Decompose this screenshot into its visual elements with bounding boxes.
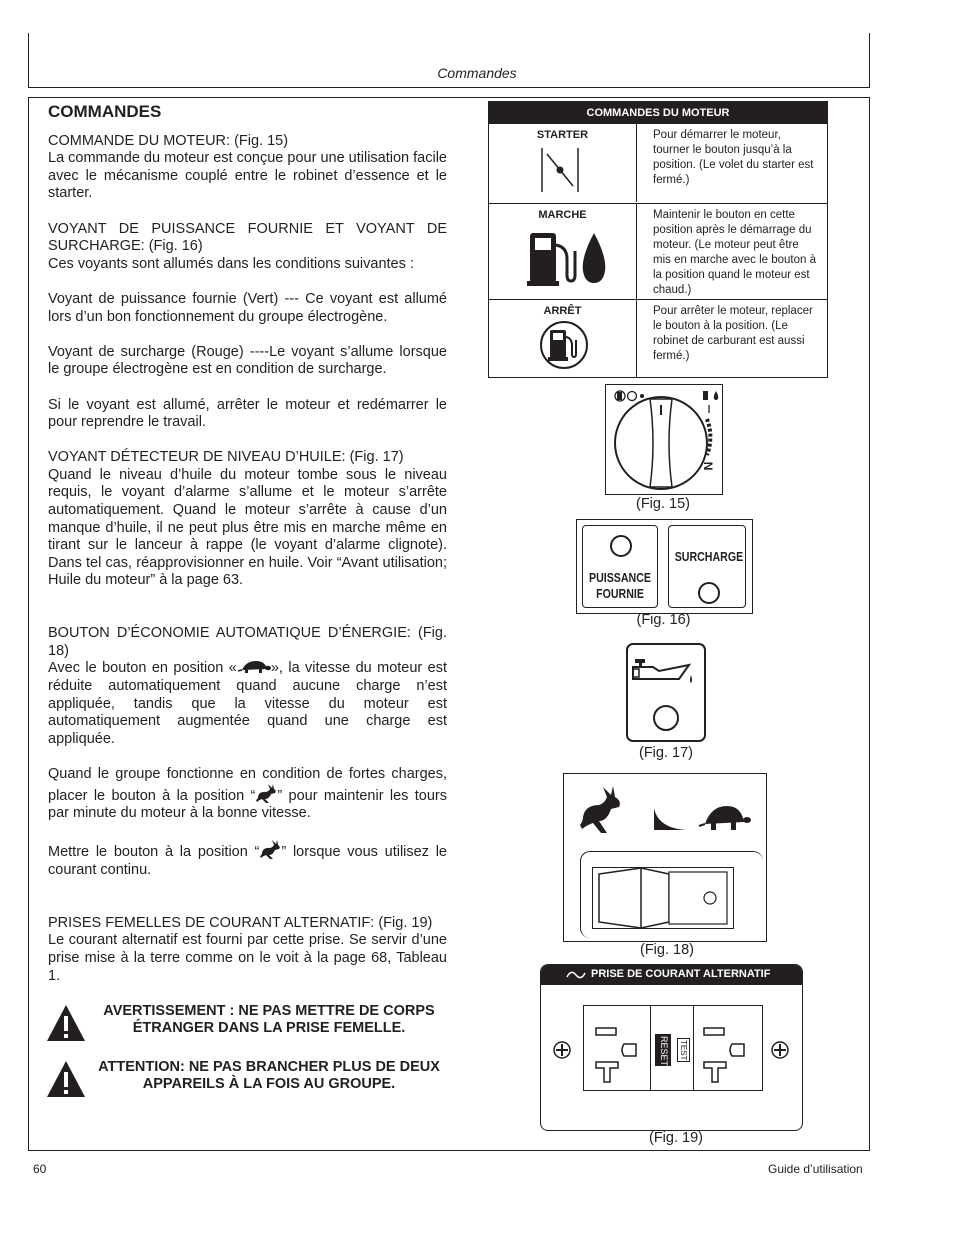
reset-label: RESET <box>659 1036 669 1067</box>
test-button[interactable] <box>677 1038 690 1062</box>
row-label: STARTER <box>536 129 589 141</box>
page-number: 60 <box>33 1162 47 1176</box>
overload-indicator-label: SURCHARGE <box>674 550 744 564</box>
rabbit-icon <box>259 840 281 860</box>
power-indicator-text: Voyant de puissance fournie (Vert) --- Ce voyant est allumé lors d’un bon fonctionnement du groupe électrogène. <box>48 290 447 325</box>
warning-block-1 <box>46 1003 447 1043</box>
outlet-right-receptacle[interactable] <box>700 1026 750 1084</box>
engine-control-text: La commande du moteur est conçue pour une utilisation facile avec le mécanisme couplé entre le robinet d’essence et le starter. <box>48 150 447 202</box>
table-title: COMMANDES DU MOTEUR <box>489 102 827 124</box>
overload-indicator-box <box>668 525 746 608</box>
test-label: TEST <box>679 1040 688 1061</box>
economy-button-heading: BOUTON D’ÉCONOMIE AUTOMATIQUE D’ÉNERGIE: (Fig. 18) <box>48 625 447 659</box>
fig18-panel <box>563 773 767 942</box>
fig18-caption: (Fig. 18) <box>640 942 694 958</box>
warning-text-1: AVERTISSEMENT : NE PAS METTRE DE CORPS ÉTRANGER DANS LA PRISE FEMELLE. <box>103 1002 435 1037</box>
outlet-divider-right <box>693 1006 694 1090</box>
oil-indicator-heading: VOYANT DÉTECTEUR DE NIVEAU D’HUILE: (Fig. 17) <box>48 449 404 466</box>
reset-button[interactable] <box>655 1034 671 1066</box>
mounting-screw-left-icon <box>552 1040 572 1060</box>
warning-triangle-icon <box>46 1059 86 1099</box>
fig15-panel <box>605 384 723 495</box>
oil-indicator-lamp <box>653 705 679 731</box>
row-label: ARRÊT <box>543 305 582 317</box>
fuel-off-icon <box>539 320 589 370</box>
outlet-divider-left <box>650 1006 651 1090</box>
fig15-caption: (Fig. 15) <box>636 496 690 512</box>
ac-outlet-heading: PRISES FEMELLES DE COURANT ALTERNATIF: (Fig. 19) <box>48 914 433 931</box>
page-header-title: Commandes <box>437 65 517 81</box>
row-label: MARCHE <box>538 209 587 221</box>
engine-switch-knob <box>606 385 722 494</box>
mounting-screw-right-icon <box>770 1040 790 1060</box>
fig16-caption: (Fig. 16) <box>636 612 691 628</box>
fig17-panel <box>626 643 706 742</box>
overload-indicator-lamp <box>698 582 720 604</box>
turtle-icon <box>237 660 271 674</box>
economy-text-2: Quand le groupe fonctionne en condition de fortes charges, placer le bouton à la position “ ” pour maintenir les tours par minute du moteur à la bonne vitesse. <box>48 765 447 822</box>
fig17-caption: (Fig. 17) <box>639 745 693 761</box>
oil-indicator-text: Quand le niveau d’huile du moteur tombe sous le niveau requis, le voyant d’alarme s’allume et le moteur s’arrête automatiquement. Quand le moteur s’arrête à cause d’un manque d’huile, il ne peut plus être mis en marche même en tirant sur le lanceur à rappe (le voyant d’alarme clignote). Dans tel cas, réapprovisionner en huile. Voir “Avant utilisation; Huile du moteur” à la page 63. <box>48 466 447 589</box>
power-indicator-box <box>582 525 658 608</box>
indicator-heading: VOYANT DE PUISSANCE FOURNIE ET VOYANT DE SURCHARGE: (Fig. 16) <box>48 220 447 255</box>
fuel-pump-drop-icon <box>527 227 607 287</box>
row-description: Maintenir le bouton en cette position après le démarrage du moteur. (Le moteur peut être mis en marche avec le bouton à la position quand le moteur est chaud.) <box>653 209 817 296</box>
oil-can-icon <box>631 657 701 687</box>
gfci-outlet <box>583 1005 763 1091</box>
ac-outlet-text: Le courant alternatif est fourni par cette prise. Se servir d’une prise mise à la terre comme on le voit à la page 68, Tableau 1. <box>48 932 447 984</box>
table-row <box>489 299 827 378</box>
warning-text-2: ATTENTION: NE PAS BRANCHER PLUS DE DEUX APPAREILS À LA FOIS AU GROUPE. <box>98 1058 440 1093</box>
rabbit-icon <box>255 784 277 804</box>
warning-block-2 <box>46 1059 447 1099</box>
section-heading: COMMANDES <box>48 102 162 121</box>
row-description: Pour démarrer le moteur, tourner le bouton jusqu’à la position. (Le volet du starter est fermé.) <box>653 129 814 186</box>
turtle-icon <box>697 804 751 832</box>
fig19-caption: (Fig. 19) <box>649 1130 703 1146</box>
rabbit-icon <box>577 785 623 835</box>
overload-indicator-text: Voyant de surcharge (Rouge) ----Le voyant s’allume lorsque le groupe électrogène est en condition de surcharge. <box>48 343 447 378</box>
rocker-switch-face <box>593 868 733 928</box>
ac-outlet-title: PRISE DE COURANT ALTERNATIF <box>591 968 771 980</box>
economy-text-1: Avec le bouton en position « », la vitesse du moteur est réduite automatiquement quand aucune charge n’est appliquée, tandis que la vitesse du moteur est automatiquement augmentée quand une charge est appliquée. <box>48 660 447 747</box>
speed-ramp-icon <box>652 806 688 832</box>
footer-guide: Guide d’utilisation <box>768 1162 863 1176</box>
fig19-panel <box>540 964 803 1131</box>
fig15-n-mark: N <box>701 461 716 471</box>
indicator-intro: Ces voyants sont allumés dans les conditions suivantes : <box>48 255 414 272</box>
row-description: Pour arrêter le moteur, replacer le bouton à la position. (Le robinet de carburant est aussi fermé.) <box>653 305 813 362</box>
left-column <box>48 103 447 1099</box>
table-row <box>489 124 827 202</box>
table-row <box>489 203 827 299</box>
ac-wave-icon <box>566 971 586 979</box>
economy-text-3: Mettre le bouton à la position “ ” lorsque vous utilisez le courant continu. <box>48 840 447 879</box>
outlet-left-receptacle[interactable] <box>592 1026 642 1084</box>
economy-rocker-switch[interactable] <box>592 867 734 929</box>
engine-controls-table <box>488 101 828 378</box>
power-indicator-lamp <box>610 535 632 557</box>
choke-icon <box>540 148 580 192</box>
restart-text: Si le voyant est allumé, arrêter le moteur et redémarrer le pour reprendre le travail. <box>48 396 447 431</box>
fig16-panel <box>576 519 753 614</box>
power-indicator-label: PUISSANCE FOURNIE <box>589 571 651 601</box>
warning-triangle-icon <box>46 1003 86 1043</box>
engine-control-heading: COMMANDE DU MOTEUR: (Fig. 15) <box>48 132 289 149</box>
